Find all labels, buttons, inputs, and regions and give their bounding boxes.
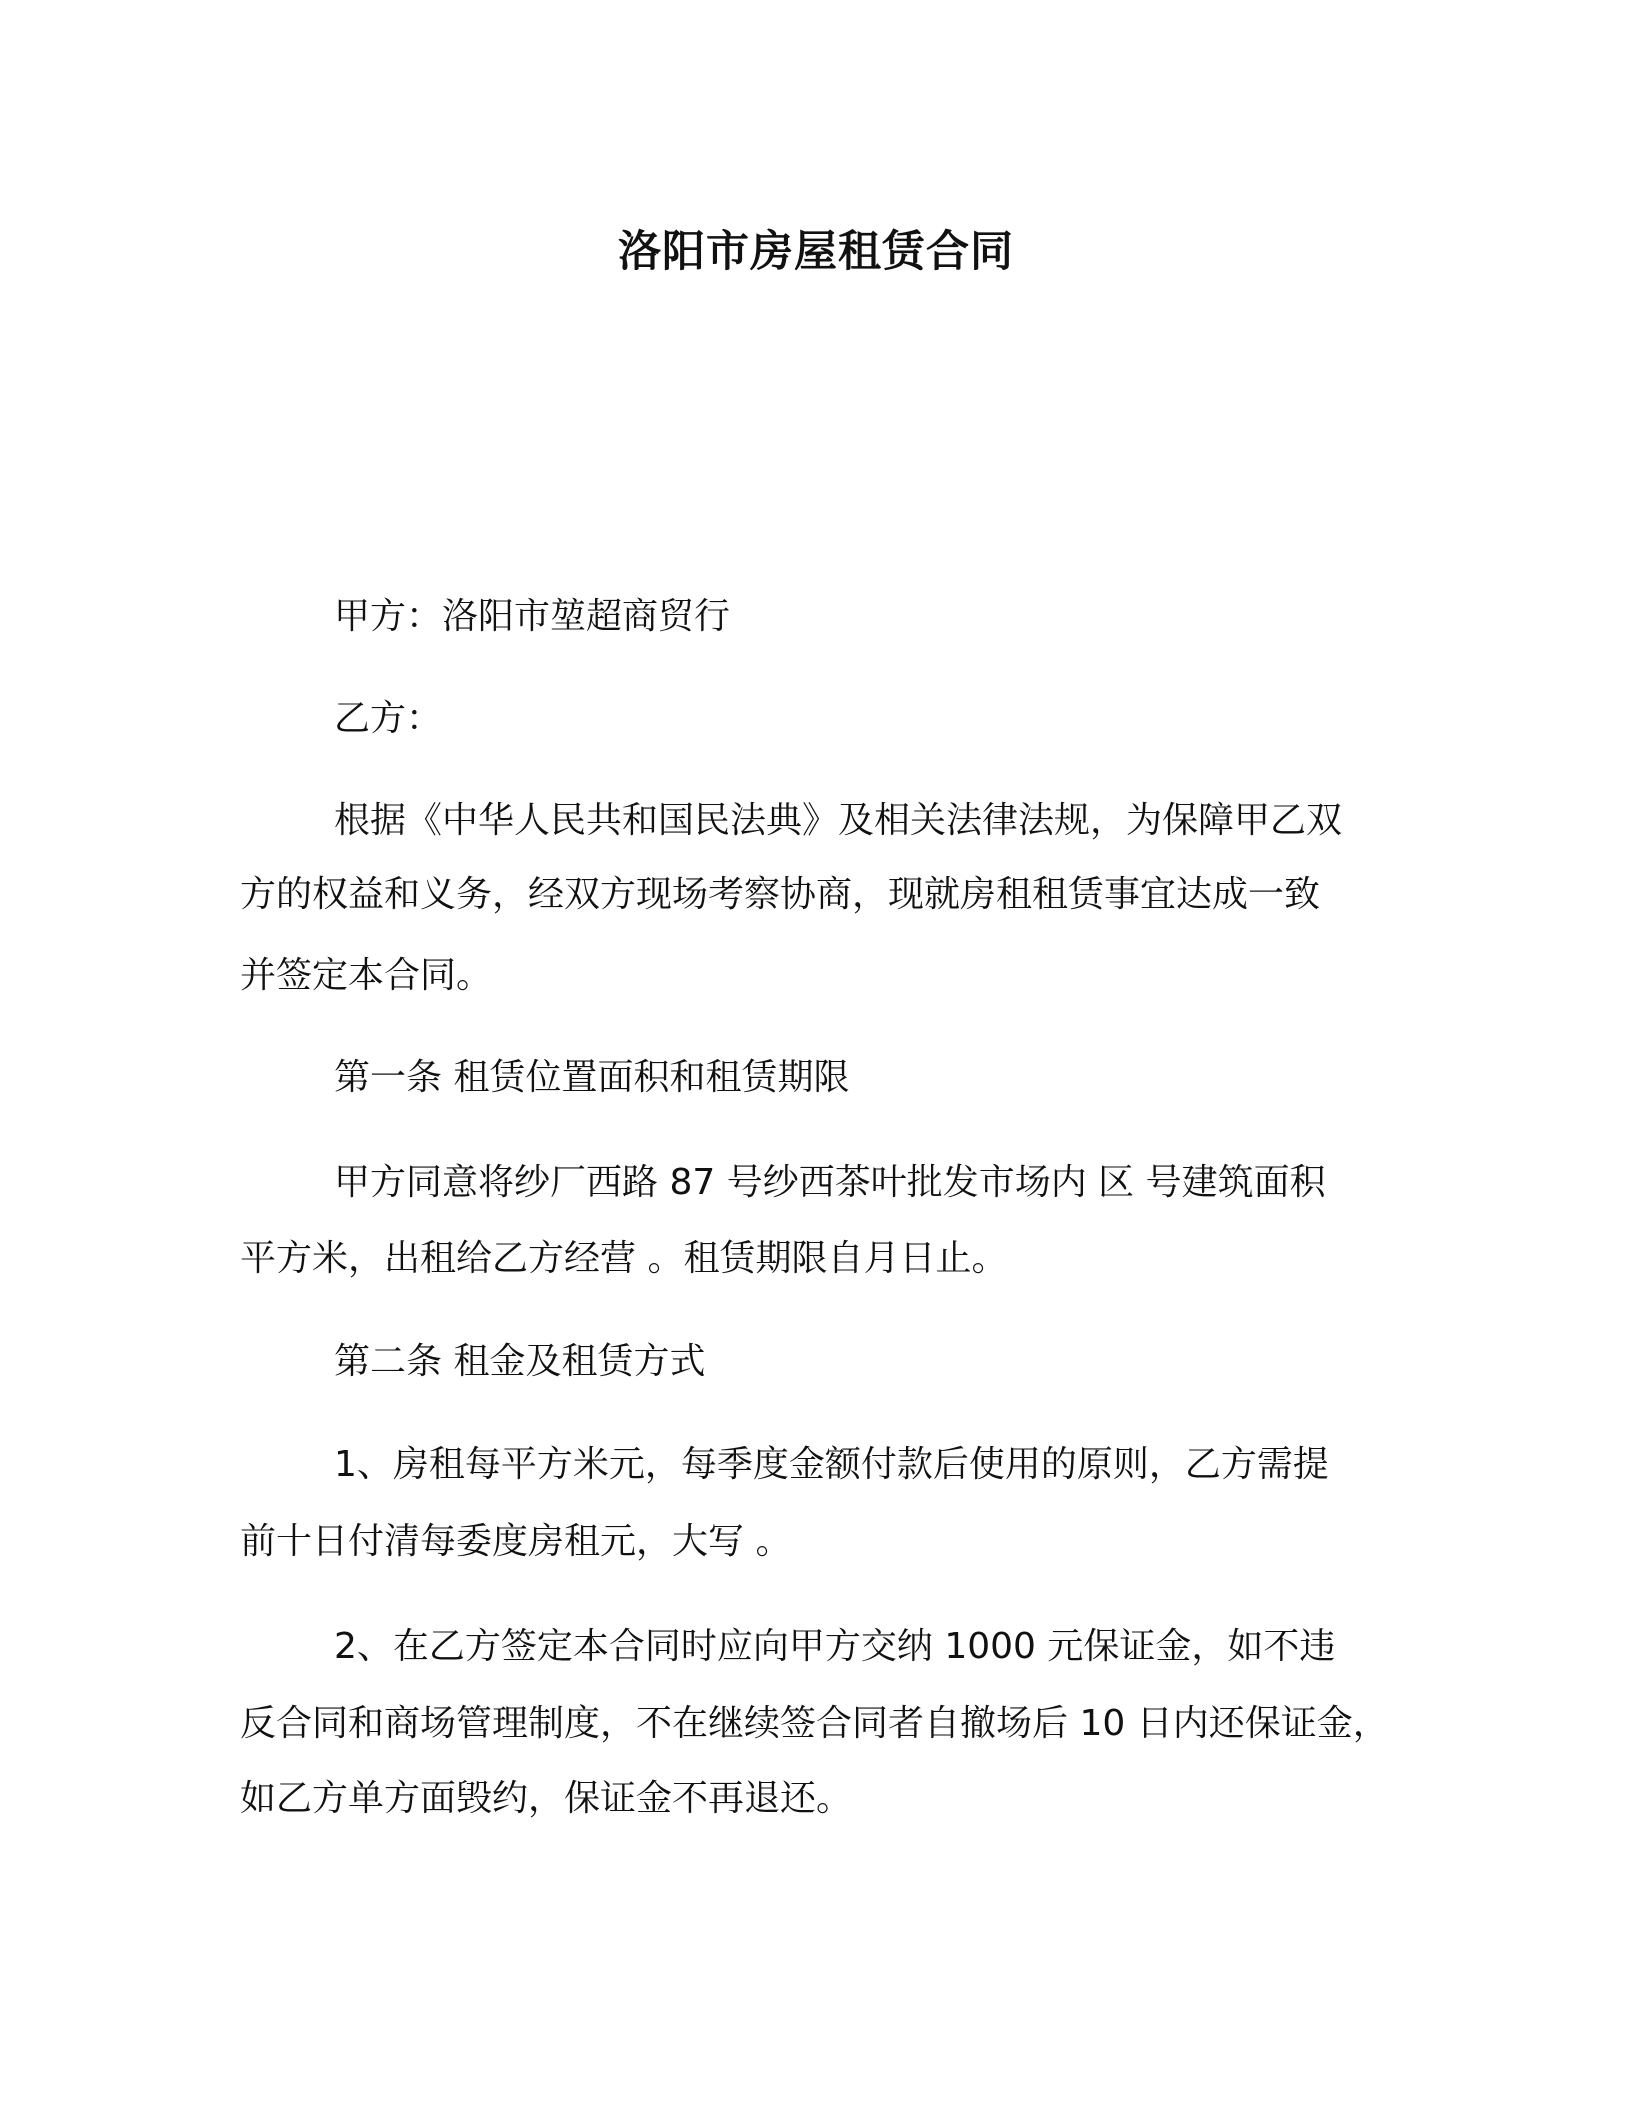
article-2-item-1-line-1: 1、房租每平方米元，每季度金额付款后使用的原则，乙方需提 bbox=[334, 1444, 1329, 1485]
document-title: 洛阳市房屋租赁合同 bbox=[618, 227, 1014, 277]
article-1-heading: 第一条 租赁位置面积和租赁期限 bbox=[334, 1057, 850, 1098]
intro-line-3: 并签定本合同。 bbox=[240, 955, 493, 996]
article-2-heading: 第二条 租金及租赁方式 bbox=[334, 1341, 706, 1382]
party-b-line: 乙方： bbox=[334, 698, 443, 739]
article-1-line-2: 平方米，出租给乙方经营 。租赁期限自月日止。 bbox=[240, 1238, 1008, 1279]
intro-line-1: 根据《中华人民共和国民法典》及相关法律法规，为保障甲乙双 bbox=[334, 800, 1343, 841]
article-2-item-1-line-2: 前十日付清每委度房租元，大写 。 bbox=[240, 1521, 792, 1562]
article-2-item-2-line-3: 如乙方单方面毁约，保证金不再退还。 bbox=[240, 1778, 853, 1819]
party-a-line: 甲方：洛阳市堃超商贸行 bbox=[334, 596, 731, 637]
intro-line-2: 方的权益和义务，经双方现场考察协商，现就房租租赁事宜达成一致 bbox=[240, 874, 1321, 915]
article-2-item-2-line-1: 2、在乙方签定本合同时应向甲方交纳 1000 元保证金，如不违 bbox=[334, 1626, 1336, 1667]
article-1-line-1: 甲方同意将纱厂西路 87 号纱西茶叶批发市场内 区 号建筑面积 bbox=[334, 1162, 1326, 1203]
article-2-item-2-line-2: 反合同和商场管理制度，不在继续签合同者自撤场后 10 日内还保证金， bbox=[240, 1703, 1389, 1744]
